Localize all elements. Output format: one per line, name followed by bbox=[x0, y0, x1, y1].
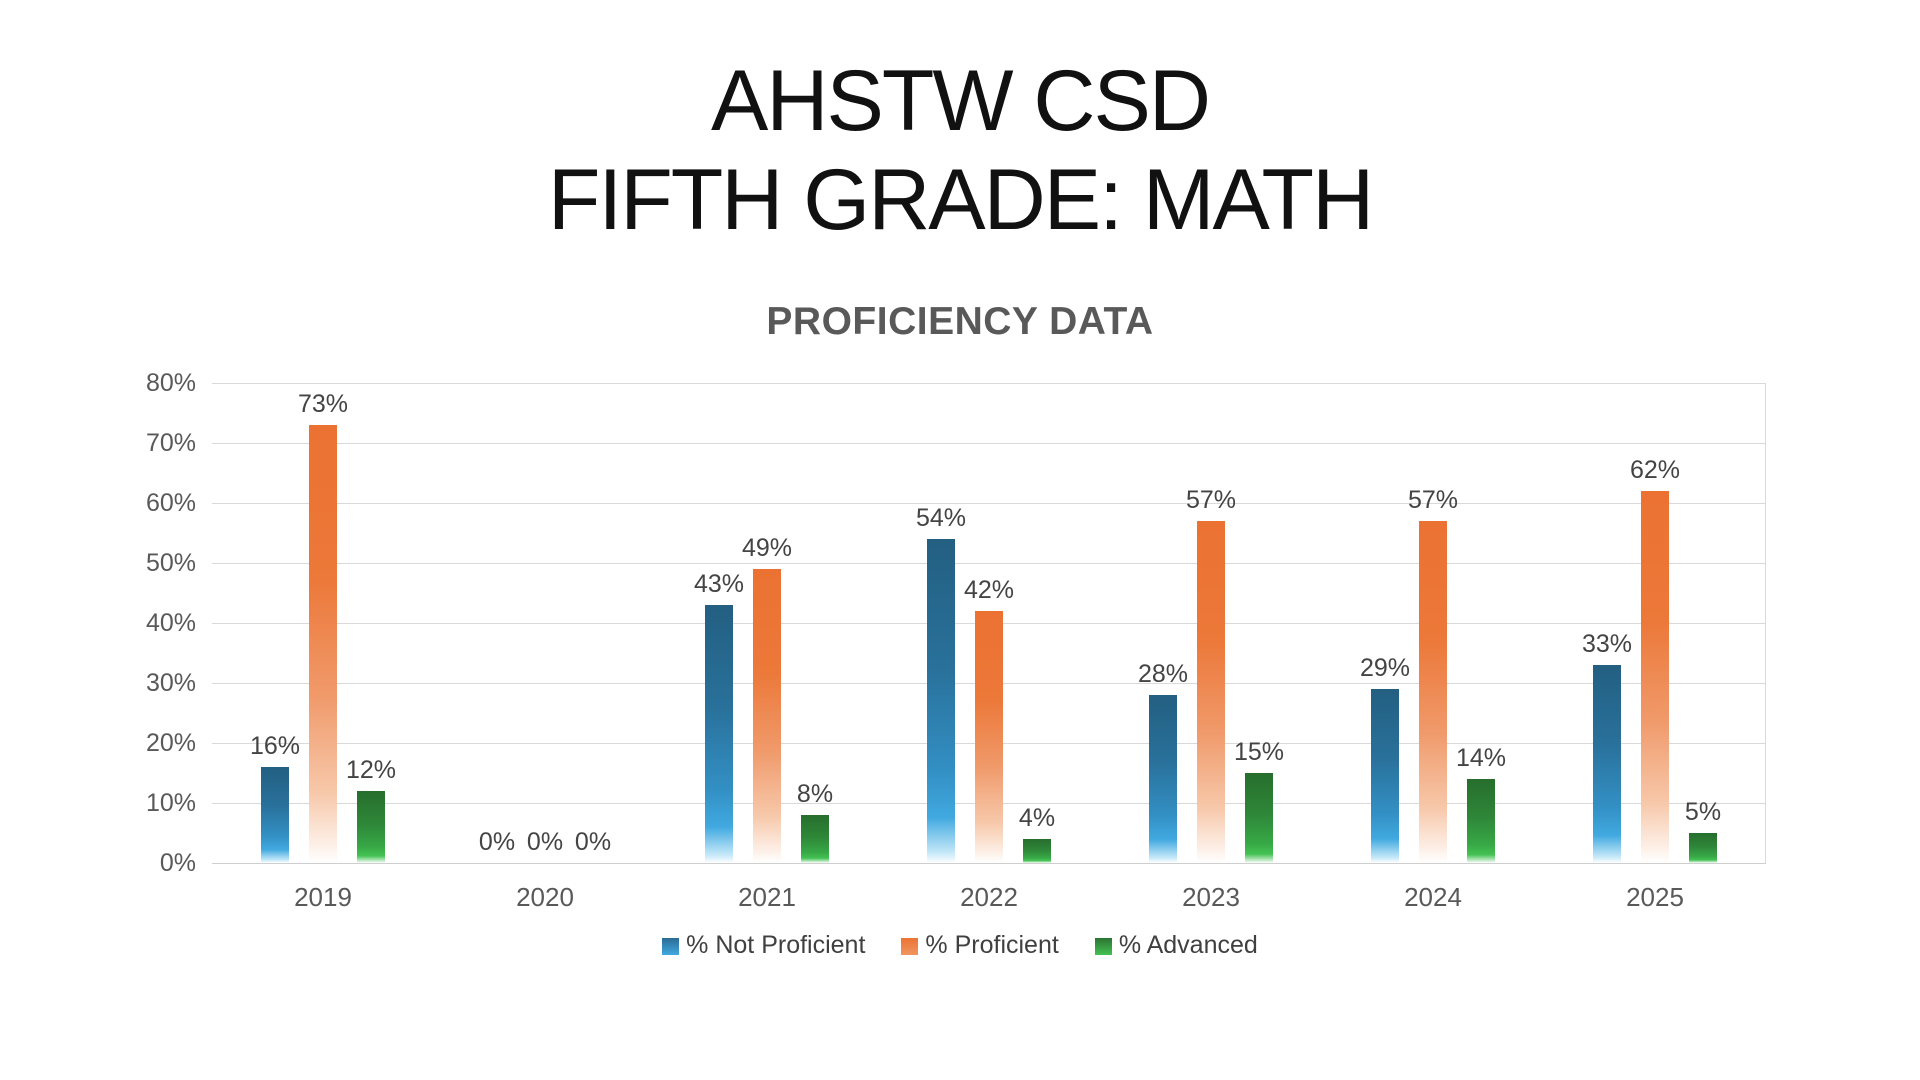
bar-data-label: 62% bbox=[1629, 456, 1681, 484]
category-group bbox=[878, 383, 1100, 912]
legend-label: % Not Proficient bbox=[686, 931, 866, 959]
bar-data-label: 28% bbox=[1137, 660, 1189, 688]
chart-title-line-1: AHSTW CSD bbox=[711, 53, 1209, 149]
bar-data-label: 15% bbox=[1233, 738, 1285, 766]
plot-area bbox=[212, 383, 1766, 912]
bar bbox=[801, 815, 829, 863]
category-group bbox=[434, 383, 656, 912]
chart-main-title bbox=[0, 52, 1920, 250]
y-axis-tick-label: 0% bbox=[159, 849, 196, 877]
bar-data-label: 29% bbox=[1359, 654, 1411, 682]
x-axis-category-label: 2025 bbox=[1626, 882, 1684, 912]
category-group bbox=[1544, 383, 1766, 912]
legend-item bbox=[901, 931, 1058, 960]
x-axis-baseline bbox=[212, 863, 1766, 864]
bar bbox=[357, 791, 385, 863]
bar bbox=[753, 569, 781, 863]
bar-data-label: 0% bbox=[526, 828, 564, 856]
x-axis-category-label: 2022 bbox=[960, 882, 1018, 912]
bar-data-label: 8% bbox=[796, 780, 834, 808]
bar-data-label: 43% bbox=[693, 570, 745, 598]
bar-data-label: 0% bbox=[574, 828, 612, 856]
bar-data-label: 57% bbox=[1185, 486, 1237, 514]
y-axis-tick-label: 10% bbox=[145, 789, 196, 817]
x-axis-category-label: 2019 bbox=[294, 882, 352, 912]
bar-data-label: 33% bbox=[1581, 630, 1633, 658]
y-axis-tick-label: 40% bbox=[145, 609, 196, 637]
bar bbox=[975, 611, 1003, 863]
y-axis-tick-label: 60% bbox=[145, 489, 196, 517]
legend-label: % Advanced bbox=[1118, 931, 1258, 959]
bar bbox=[261, 767, 289, 863]
bar-data-label: 0% bbox=[478, 828, 516, 856]
legend-swatch bbox=[662, 938, 679, 955]
bar bbox=[1023, 839, 1051, 863]
x-axis-category-label: 2021 bbox=[738, 882, 796, 912]
bar bbox=[1419, 521, 1447, 863]
legend-item bbox=[662, 931, 865, 960]
bar bbox=[1197, 521, 1225, 863]
bar-data-label: 4% bbox=[1018, 804, 1056, 832]
bar bbox=[1467, 779, 1495, 863]
y-axis-tick-label: 50% bbox=[145, 549, 196, 577]
x-axis-category-label: 2020 bbox=[516, 882, 574, 912]
bar bbox=[1689, 833, 1717, 863]
bar-data-label: 14% bbox=[1455, 744, 1507, 772]
chart-subtitle: PROFICIENCY DATA bbox=[766, 300, 1154, 343]
bar bbox=[705, 605, 733, 863]
category-group bbox=[212, 383, 434, 912]
y-axis-tick-label: 20% bbox=[145, 729, 196, 757]
x-axis-category-label: 2024 bbox=[1404, 882, 1462, 912]
category-group bbox=[1322, 383, 1544, 912]
category-group bbox=[656, 383, 878, 912]
y-axis-tick-label: 80% bbox=[145, 369, 196, 397]
x-axis-category-label: 2023 bbox=[1182, 882, 1240, 912]
bar-data-label: 49% bbox=[741, 534, 793, 562]
bar-data-label: 16% bbox=[249, 732, 301, 760]
bar-data-label: 5% bbox=[1684, 798, 1722, 826]
y-axis-tick-label: 30% bbox=[145, 669, 196, 697]
bar bbox=[1245, 773, 1273, 863]
bar-data-label: 42% bbox=[963, 576, 1015, 604]
bar bbox=[927, 539, 955, 863]
legend-swatch bbox=[901, 938, 918, 955]
bar-data-label: 54% bbox=[915, 504, 967, 532]
bar-data-label: 57% bbox=[1407, 486, 1459, 514]
category-group bbox=[1100, 383, 1322, 912]
bar bbox=[1371, 689, 1399, 863]
legend-swatch bbox=[1095, 938, 1112, 955]
bar bbox=[1593, 665, 1621, 863]
legend-label: % Proficient bbox=[925, 931, 1059, 959]
legend-item bbox=[1095, 931, 1258, 960]
legend bbox=[0, 931, 1920, 960]
bar bbox=[1149, 695, 1177, 863]
bar-data-label: 12% bbox=[345, 756, 397, 784]
y-axis-tick-label: 70% bbox=[145, 429, 196, 457]
bar-data-label: 73% bbox=[297, 390, 349, 418]
bar bbox=[309, 425, 337, 863]
chart-title-line-2: FIFTH GRADE: MATH bbox=[547, 152, 1373, 248]
bar bbox=[1641, 491, 1669, 863]
